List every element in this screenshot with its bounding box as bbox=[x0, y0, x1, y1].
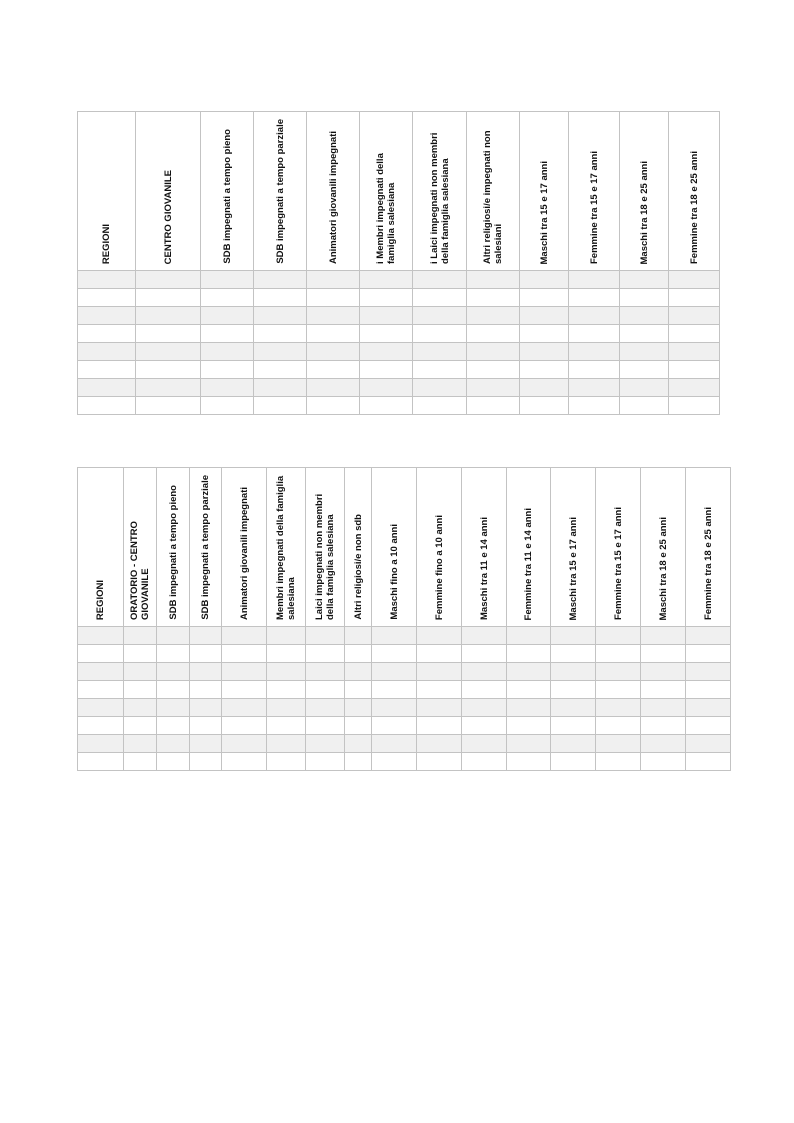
table-cell[interactable] bbox=[596, 681, 641, 699]
table-cell[interactable] bbox=[507, 717, 551, 735]
table-cell[interactable] bbox=[507, 753, 551, 771]
table-cell[interactable] bbox=[124, 681, 157, 699]
table-cell[interactable] bbox=[306, 717, 345, 735]
table-cell[interactable] bbox=[620, 397, 669, 415]
table-cell[interactable] bbox=[620, 271, 669, 289]
table-cell[interactable] bbox=[507, 681, 551, 699]
table-cell[interactable] bbox=[569, 379, 620, 397]
table-cell[interactable] bbox=[467, 379, 520, 397]
table-cell[interactable] bbox=[596, 663, 641, 681]
table-row bbox=[78, 397, 720, 415]
table-cell[interactable] bbox=[669, 325, 720, 343]
regioni-centro-giovanile-table bbox=[77, 111, 720, 415]
table-cell[interactable] bbox=[254, 307, 307, 325]
table-cell[interactable] bbox=[78, 753, 124, 771]
table-cell[interactable] bbox=[620, 307, 669, 325]
table-cell[interactable] bbox=[641, 681, 686, 699]
table-cell[interactable] bbox=[190, 627, 222, 645]
table-cell[interactable] bbox=[78, 307, 136, 325]
table-cell[interactable] bbox=[413, 361, 467, 379]
table-row bbox=[78, 307, 720, 325]
header-membri-famiglia-salesiana: Membri impegnati della famiglia salesiana bbox=[267, 468, 306, 627]
table-cell[interactable] bbox=[462, 753, 507, 771]
table-cell[interactable] bbox=[267, 681, 306, 699]
table-cell[interactable] bbox=[467, 361, 520, 379]
table-row bbox=[78, 379, 720, 397]
table-cell[interactable] bbox=[417, 663, 462, 681]
table-cell[interactable] bbox=[190, 681, 222, 699]
table-cell[interactable] bbox=[520, 361, 569, 379]
table-cell[interactable] bbox=[157, 645, 190, 663]
table-cell[interactable] bbox=[551, 645, 596, 663]
table-cell[interactable] bbox=[360, 307, 413, 325]
table-cell[interactable] bbox=[222, 699, 267, 717]
table-cell[interactable] bbox=[569, 325, 620, 343]
table-cell[interactable] bbox=[569, 361, 620, 379]
table-row bbox=[78, 681, 731, 699]
header-maschi-15-17: Maschi tra 15 e 17 anni bbox=[520, 112, 569, 271]
header-sdb-tempo-pieno: SDB impegnati a tempo pieno bbox=[201, 112, 254, 271]
table-cell[interactable] bbox=[124, 735, 157, 753]
table-cell[interactable] bbox=[201, 307, 254, 325]
header-centro-giovanile: CENTRO GIOVANILE bbox=[136, 112, 201, 271]
table-cell[interactable] bbox=[413, 289, 467, 307]
table-cell[interactable] bbox=[686, 645, 731, 663]
table-cell[interactable] bbox=[157, 681, 190, 699]
table-cell[interactable] bbox=[669, 343, 720, 361]
table-cell[interactable] bbox=[136, 325, 201, 343]
table-cell[interactable] bbox=[641, 699, 686, 717]
header-femmine-fino-10: Femmine fino a 10 anni bbox=[417, 468, 462, 627]
table-cell[interactable] bbox=[254, 325, 307, 343]
table-cell[interactable] bbox=[360, 289, 413, 307]
header-femmine-18-25: Femmine tra 18 e 25 anni bbox=[669, 112, 720, 271]
table-cell[interactable] bbox=[620, 343, 669, 361]
table-cell[interactable] bbox=[620, 325, 669, 343]
table-cell[interactable] bbox=[372, 645, 417, 663]
table-cell[interactable] bbox=[78, 379, 136, 397]
table-cell[interactable] bbox=[254, 361, 307, 379]
table-cell[interactable] bbox=[136, 289, 201, 307]
header-femmine-15-17: Femmine tra 15 e 17 anni bbox=[596, 468, 641, 627]
table-cell[interactable] bbox=[267, 663, 306, 681]
table-cell[interactable] bbox=[254, 343, 307, 361]
table-cell[interactable] bbox=[413, 379, 467, 397]
table-cell[interactable] bbox=[551, 753, 596, 771]
table-cell[interactable] bbox=[124, 663, 157, 681]
table-cell[interactable] bbox=[413, 397, 467, 415]
table-row bbox=[78, 663, 731, 681]
table-cell[interactable] bbox=[551, 699, 596, 717]
table-cell[interactable] bbox=[372, 753, 417, 771]
table-cell[interactable] bbox=[596, 645, 641, 663]
table-row bbox=[78, 645, 731, 663]
header-maschi-18-25: Maschi tra 18 e 25 anni bbox=[620, 112, 669, 271]
table-cell[interactable] bbox=[467, 397, 520, 415]
table-cell[interactable] bbox=[78, 717, 124, 735]
table-cell[interactable] bbox=[306, 735, 345, 753]
table-cell[interactable] bbox=[462, 663, 507, 681]
table-cell[interactable] bbox=[157, 663, 190, 681]
table-cell[interactable] bbox=[222, 663, 267, 681]
table-row bbox=[78, 271, 720, 289]
table-cell[interactable] bbox=[507, 663, 551, 681]
table-cell[interactable] bbox=[467, 343, 520, 361]
table-cell[interactable] bbox=[669, 307, 720, 325]
table-cell[interactable] bbox=[306, 627, 345, 645]
table-cell[interactable] bbox=[596, 753, 641, 771]
table-cell[interactable] bbox=[78, 361, 136, 379]
table-cell[interactable] bbox=[372, 663, 417, 681]
table-cell[interactable] bbox=[641, 717, 686, 735]
table-cell[interactable] bbox=[520, 343, 569, 361]
table-cell[interactable] bbox=[307, 289, 360, 307]
table-cell[interactable] bbox=[360, 325, 413, 343]
table-cell[interactable] bbox=[641, 645, 686, 663]
table-cell[interactable] bbox=[569, 397, 620, 415]
table-cell[interactable] bbox=[254, 379, 307, 397]
table-cell[interactable] bbox=[520, 397, 569, 415]
table-cell[interactable] bbox=[417, 627, 462, 645]
table-cell[interactable] bbox=[78, 397, 136, 415]
table-header-row bbox=[78, 468, 731, 627]
table-cell[interactable] bbox=[467, 325, 520, 343]
table-cell[interactable] bbox=[417, 717, 462, 735]
table-cell[interactable] bbox=[78, 325, 136, 343]
table-row bbox=[78, 325, 720, 343]
table-cell[interactable] bbox=[190, 753, 222, 771]
table-cell[interactable] bbox=[136, 397, 201, 415]
table-cell[interactable] bbox=[620, 361, 669, 379]
table-cell[interactable] bbox=[462, 717, 507, 735]
table-cell[interactable] bbox=[520, 271, 569, 289]
table-cell[interactable] bbox=[360, 397, 413, 415]
table-cell[interactable] bbox=[462, 681, 507, 699]
table-body bbox=[78, 627, 731, 771]
table-cell[interactable] bbox=[78, 699, 124, 717]
table-cell[interactable] bbox=[669, 379, 720, 397]
table-cell[interactable] bbox=[413, 271, 467, 289]
table-cell[interactable] bbox=[222, 681, 267, 699]
table-cell[interactable] bbox=[345, 735, 372, 753]
table-cell[interactable] bbox=[669, 271, 720, 289]
table-cell[interactable] bbox=[267, 645, 306, 663]
table-cell[interactable] bbox=[306, 663, 345, 681]
table-cell[interactable] bbox=[669, 361, 720, 379]
header-sdb-tempo-pieno: SDB impegnati a tempo pieno bbox=[157, 468, 190, 627]
table-cell[interactable] bbox=[417, 699, 462, 717]
header-femmine-11-14: Femmine tra 11 e 14 anni bbox=[507, 468, 551, 627]
table-cell[interactable] bbox=[345, 627, 372, 645]
table-cell[interactable] bbox=[157, 717, 190, 735]
table-cell[interactable] bbox=[78, 343, 136, 361]
table-cell[interactable] bbox=[462, 735, 507, 753]
table-cell[interactable] bbox=[413, 343, 467, 361]
table-cell[interactable] bbox=[345, 663, 372, 681]
table-cell[interactable] bbox=[596, 735, 641, 753]
header-maschi-18-25: Maschi tra 18 e 25 anni bbox=[641, 468, 686, 627]
table-cell[interactable] bbox=[254, 397, 307, 415]
table-cell[interactable] bbox=[686, 681, 731, 699]
table-cell[interactable] bbox=[596, 717, 641, 735]
table-cell[interactable] bbox=[417, 645, 462, 663]
header-regioni: REGIONI bbox=[78, 112, 136, 271]
table-cell[interactable] bbox=[267, 735, 306, 753]
header-oratorio-centro-giovanile: ORATORIO - CENTRO GIOVANILE bbox=[124, 468, 157, 627]
table-cell[interactable] bbox=[78, 645, 124, 663]
table-cell[interactable] bbox=[78, 289, 136, 307]
table-cell[interactable] bbox=[686, 753, 731, 771]
table-cell[interactable] bbox=[507, 699, 551, 717]
header-sdb-tempo-parziale: SDB impegnati a tempo parziale bbox=[254, 112, 307, 271]
table-cell[interactable] bbox=[267, 699, 306, 717]
header-femmine-15-17: Femmine tra 15 e 17 anni bbox=[569, 112, 620, 271]
table-cell[interactable] bbox=[467, 289, 520, 307]
table-cell[interactable] bbox=[78, 271, 136, 289]
header-membri-famiglia-salesiana: i Membri impegnati della famiglia salesiana bbox=[360, 112, 413, 271]
table-row bbox=[78, 735, 731, 753]
table-cell[interactable] bbox=[136, 307, 201, 325]
table-cell[interactable] bbox=[345, 681, 372, 699]
table-cell[interactable] bbox=[136, 343, 201, 361]
table-cell[interactable] bbox=[372, 699, 417, 717]
regioni-oratorio-table bbox=[77, 467, 731, 771]
table-cell[interactable] bbox=[360, 361, 413, 379]
table-cell[interactable] bbox=[222, 753, 267, 771]
table-cell[interactable] bbox=[190, 735, 222, 753]
table-cell[interactable] bbox=[413, 325, 467, 343]
table-cell[interactable] bbox=[345, 717, 372, 735]
table-cell[interactable] bbox=[201, 379, 254, 397]
header-laici-non-membri: Laici impegnati non membri della famiglia salesiana bbox=[306, 468, 345, 627]
header-animatori-giovanili: Animatori giovanili impegnati bbox=[222, 468, 267, 627]
table-cell[interactable] bbox=[190, 699, 222, 717]
table-cell[interactable] bbox=[201, 343, 254, 361]
table-cell[interactable] bbox=[124, 753, 157, 771]
table-cell[interactable] bbox=[620, 289, 669, 307]
table-cell[interactable] bbox=[307, 325, 360, 343]
table-row bbox=[78, 289, 720, 307]
table-cell[interactable] bbox=[78, 735, 124, 753]
table-cell[interactable] bbox=[254, 271, 307, 289]
table-row bbox=[78, 699, 731, 717]
header-maschi-11-14: Maschi tra 11 e 14 anni bbox=[462, 468, 507, 627]
table-cell[interactable] bbox=[507, 645, 551, 663]
table-cell[interactable] bbox=[124, 645, 157, 663]
table-cell[interactable] bbox=[157, 753, 190, 771]
table-cell[interactable] bbox=[306, 681, 345, 699]
table-row bbox=[78, 717, 731, 735]
header-laici-non-membri: i Laici impegnati non membri della famiglia salesiana bbox=[413, 112, 467, 271]
table-cell[interactable] bbox=[222, 717, 267, 735]
header-altri-religiosi: Altri religiosi/e non sdb bbox=[345, 468, 372, 627]
table-cell[interactable] bbox=[190, 645, 222, 663]
table-cell[interactable] bbox=[507, 627, 551, 645]
table-cell[interactable] bbox=[467, 307, 520, 325]
table-cell[interactable] bbox=[641, 663, 686, 681]
table-cell[interactable] bbox=[520, 325, 569, 343]
table-cell[interactable] bbox=[372, 627, 417, 645]
table-cell[interactable] bbox=[569, 343, 620, 361]
table-cell[interactable] bbox=[641, 627, 686, 645]
table-cell[interactable] bbox=[413, 307, 467, 325]
table-row bbox=[78, 753, 731, 771]
table-cell[interactable] bbox=[569, 271, 620, 289]
header-regioni: REGIONI bbox=[78, 468, 124, 627]
table-cell[interactable] bbox=[462, 699, 507, 717]
table-cell[interactable] bbox=[686, 627, 731, 645]
table-cell[interactable] bbox=[157, 627, 190, 645]
table-cell[interactable] bbox=[551, 681, 596, 699]
table-cell[interactable] bbox=[78, 681, 124, 699]
table-cell[interactable] bbox=[520, 307, 569, 325]
header-altri-religiosi: Altri religiosi/e impegnati non salesiani bbox=[467, 112, 520, 271]
table-cell[interactable] bbox=[372, 681, 417, 699]
table-cell[interactable] bbox=[372, 735, 417, 753]
table-body bbox=[78, 271, 720, 415]
table-cell[interactable] bbox=[669, 289, 720, 307]
table-cell[interactable] bbox=[267, 627, 306, 645]
table-row bbox=[78, 361, 720, 379]
table-cell[interactable] bbox=[222, 735, 267, 753]
table-cell[interactable] bbox=[136, 271, 201, 289]
header-sdb-tempo-parziale: SDB impegnati a tempo parziale bbox=[190, 468, 222, 627]
table-cell[interactable] bbox=[569, 307, 620, 325]
table-cell[interactable] bbox=[136, 361, 201, 379]
table-cell[interactable] bbox=[306, 699, 345, 717]
table-cell[interactable] bbox=[467, 271, 520, 289]
table-cell[interactable] bbox=[417, 681, 462, 699]
table-cell[interactable] bbox=[462, 645, 507, 663]
table-cell[interactable] bbox=[360, 271, 413, 289]
table-cell[interactable] bbox=[417, 753, 462, 771]
table-cell[interactable] bbox=[307, 361, 360, 379]
table-cell[interactable] bbox=[136, 379, 201, 397]
table-cell[interactable] bbox=[345, 753, 372, 771]
table-cell[interactable] bbox=[201, 325, 254, 343]
table-cell[interactable] bbox=[124, 717, 157, 735]
table-cell[interactable] bbox=[157, 699, 190, 717]
table-cell[interactable] bbox=[345, 699, 372, 717]
table-cell[interactable] bbox=[686, 663, 731, 681]
table-cell[interactable] bbox=[201, 289, 254, 307]
table-cell[interactable] bbox=[620, 379, 669, 397]
table-header-row bbox=[78, 112, 720, 271]
table-cell[interactable] bbox=[641, 753, 686, 771]
table-cell[interactable] bbox=[686, 717, 731, 735]
table-cell[interactable] bbox=[507, 735, 551, 753]
table-cell[interactable] bbox=[222, 627, 267, 645]
table-cell[interactable] bbox=[157, 735, 190, 753]
header-maschi-15-17: Maschi tra 15 e 17 anni bbox=[551, 468, 596, 627]
table-cell[interactable] bbox=[78, 663, 124, 681]
table-cell[interactable] bbox=[307, 397, 360, 415]
table-cell[interactable] bbox=[222, 645, 267, 663]
table-row bbox=[78, 627, 731, 645]
table-cell[interactable] bbox=[417, 735, 462, 753]
table-cell[interactable] bbox=[306, 645, 345, 663]
header-femmine-18-25: Femmine tra 18 e 25 anni bbox=[686, 468, 731, 627]
table-cell[interactable] bbox=[686, 735, 731, 753]
header-animatori-giovanili: Animatori giovanili impegnati bbox=[307, 112, 360, 271]
table-cell[interactable] bbox=[596, 627, 641, 645]
table-cell[interactable] bbox=[307, 343, 360, 361]
table-cell[interactable] bbox=[307, 379, 360, 397]
table-cell[interactable] bbox=[201, 271, 254, 289]
table-cell[interactable] bbox=[596, 699, 641, 717]
table-cell[interactable] bbox=[267, 753, 306, 771]
table-cell[interactable] bbox=[551, 717, 596, 735]
table-cell[interactable] bbox=[345, 645, 372, 663]
table-cell[interactable] bbox=[201, 361, 254, 379]
table-cell[interactable] bbox=[124, 627, 157, 645]
table-cell[interactable] bbox=[307, 307, 360, 325]
table-cell[interactable] bbox=[551, 663, 596, 681]
table-cell[interactable] bbox=[372, 717, 417, 735]
table-cell[interactable] bbox=[641, 735, 686, 753]
table-cell[interactable] bbox=[190, 717, 222, 735]
table-cell[interactable] bbox=[306, 753, 345, 771]
table-cell[interactable] bbox=[551, 627, 596, 645]
table-cell[interactable] bbox=[520, 379, 569, 397]
table-cell[interactable] bbox=[551, 735, 596, 753]
table-cell[interactable] bbox=[669, 397, 720, 415]
table-cell[interactable] bbox=[360, 343, 413, 361]
table-cell[interactable] bbox=[201, 397, 254, 415]
table-row bbox=[78, 343, 720, 361]
table-cell[interactable] bbox=[78, 627, 124, 645]
header-maschi-fino-10: Maschi fino a 10 anni bbox=[372, 468, 417, 627]
table-cell[interactable] bbox=[190, 663, 222, 681]
table-cell[interactable] bbox=[569, 289, 620, 307]
table-cell[interactable] bbox=[307, 271, 360, 289]
table-cell[interactable] bbox=[267, 717, 306, 735]
table-cell[interactable] bbox=[686, 699, 731, 717]
table-cell[interactable] bbox=[360, 379, 413, 397]
table-cell[interactable] bbox=[520, 289, 569, 307]
table-cell[interactable] bbox=[254, 289, 307, 307]
table-cell[interactable] bbox=[462, 627, 507, 645]
table-cell[interactable] bbox=[124, 699, 157, 717]
